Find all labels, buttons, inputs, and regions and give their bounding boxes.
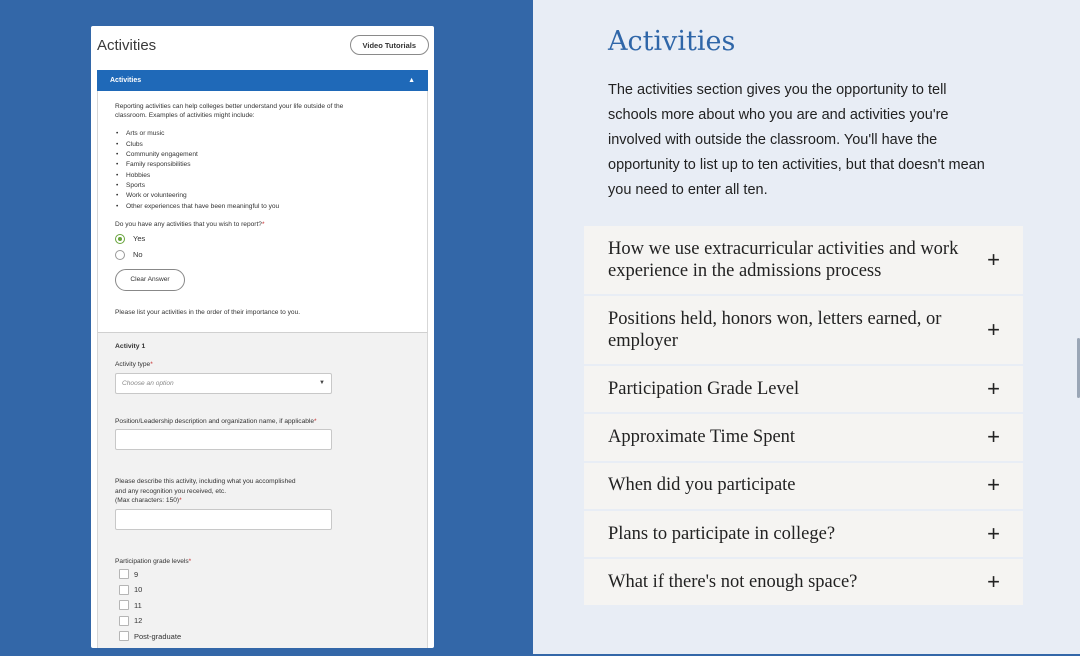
activity-1-section [97,332,428,648]
select-placeholder: Choose an option [122,379,174,387]
section-body [97,91,428,332]
accordion-item-time-spent[interactable] [584,414,1023,462]
position-input[interactable] [115,429,332,450]
list-item: • Hobbies [115,171,410,181]
required-mark: * [179,497,182,505]
list-item: • Clubs [115,140,410,150]
accordion-item-not-enough-space[interactable] [584,559,1023,607]
question-text: Do you have any activities that you wish to report? [115,220,262,228]
radio-yes[interactable] [115,233,410,245]
accordion-item-extracurricular[interactable] [584,226,1023,296]
form-screenshot [91,26,434,648]
expand-plus-icon[interactable]: + [987,375,1000,401]
list-item: • Community engagement [115,150,410,160]
expand-plus-icon[interactable]: + [987,569,1000,595]
accordion-item-grade-level[interactable] [584,366,1023,414]
grade-levels-label-text: Participation grade levels [115,557,189,565]
expand-plus-icon[interactable]: + [987,424,1000,450]
expand-plus-icon[interactable]: + [987,246,1000,272]
left-panel [0,0,533,656]
clear-answer-button[interactable]: Clear Answer [115,269,185,291]
list-item: • Sports [115,181,410,191]
grade-label: 9 [134,569,139,579]
accordion-label: How we use extracurricular activities and work experience in the admissions process [608,238,959,281]
required-mark: * [314,417,317,425]
radio-unselected-icon[interactable] [115,250,125,260]
collapse-caret-icon[interactable]: ▲ [408,77,415,84]
description-label-line [115,496,410,506]
section-label: Activities [110,77,142,84]
accordion-item-when-participate[interactable] [584,463,1023,511]
radio-yes-label: Yes [133,233,146,243]
accordion-item-plans-college[interactable] [584,511,1023,559]
page-description: The activities section gives you the opportunity to tell schools more about who you are and activities you're involved with outside the classroom. You'll have the opportunity to list up to ten activities, but that doesn't mean you need to enter all ten. [608,82,985,198]
description-input[interactable] [115,509,332,530]
list-item: • Family responsibilities [115,160,410,170]
dropdown-arrow-icon: ▼ [319,380,325,387]
form-header [91,26,434,64]
report-question [115,220,410,229]
activity-type-label [115,360,410,370]
required-mark: * [261,220,265,228]
accordion-item-positions[interactable] [584,296,1023,366]
expand-plus-icon[interactable]: + [987,316,1000,342]
accordion-label: When did you participate [608,475,796,496]
required-mark: * [188,557,192,565]
required-mark: * [150,361,153,369]
position-label [115,417,410,427]
checkbox-icon[interactable] [119,585,129,595]
checkbox-icon[interactable] [119,631,129,641]
grade-checkbox-9[interactable] [115,567,410,583]
grade-label: 11 [134,600,142,610]
max-characters-text: (Max characters: 150) [115,497,180,505]
grade-label: Post-graduate [134,631,182,641]
grade-checkbox-post-graduate[interactable] [115,629,410,645]
description-label-line: and any recognition you received, etc. [115,487,227,495]
grade-label: 12 [134,616,143,626]
grade-levels-label [115,557,410,567]
page-title: Activities [608,26,736,57]
expand-plus-icon[interactable]: + [987,472,1000,498]
activity-type-select[interactable] [115,373,332,394]
radio-selected-icon[interactable] [115,234,125,244]
accordion [584,226,1023,607]
grade-checkbox-12[interactable] [115,613,410,629]
accordion-label: Approximate Time Spent [608,427,796,448]
order-note: Please list your activities in the order of their importance to you. [115,309,301,317]
checkbox-icon[interactable] [119,616,129,626]
checkbox-icon[interactable] [119,569,129,579]
examples-list [115,129,410,211]
position-label-text: Position/Leadership description and organization name, if applicable [115,417,315,425]
accordion-label: Positions held, honors won, letters earned, or employer [608,308,942,351]
grade-label: 10 [134,585,143,595]
expand-plus-icon[interactable]: + [987,520,1000,546]
video-tutorials-button[interactable]: Video Tutorials [350,35,429,55]
radio-no-label: No [133,249,143,259]
accordion-label: Plans to participate in college? [608,523,836,544]
list-item: • Arts or music [115,129,410,139]
grade-checkbox-10[interactable] [115,582,410,598]
radio-no[interactable] [115,249,410,261]
activity-type-label-text: Activity type [115,361,151,369]
accordion-label: Participation Grade Level [608,378,800,399]
description-label [115,477,410,506]
form-title: Activities [97,36,157,54]
activities-section-bar[interactable] [97,70,428,91]
description-label-line: Please describe this activity, including what you accomplished [115,478,296,486]
checkbox-icon[interactable] [119,600,129,610]
activity-title: Activity 1 [115,343,146,351]
accordion-label: What if there's not enough space? [608,572,858,593]
grade-checkbox-11[interactable] [115,598,410,614]
intro-text: Reporting activities can help colleges better understand your life outside of the classroom. Examples of activities might include: [115,103,344,120]
list-item: • Other experiences that have been meaningful to you [115,202,410,212]
list-item: • Work or volunteering [115,191,410,201]
